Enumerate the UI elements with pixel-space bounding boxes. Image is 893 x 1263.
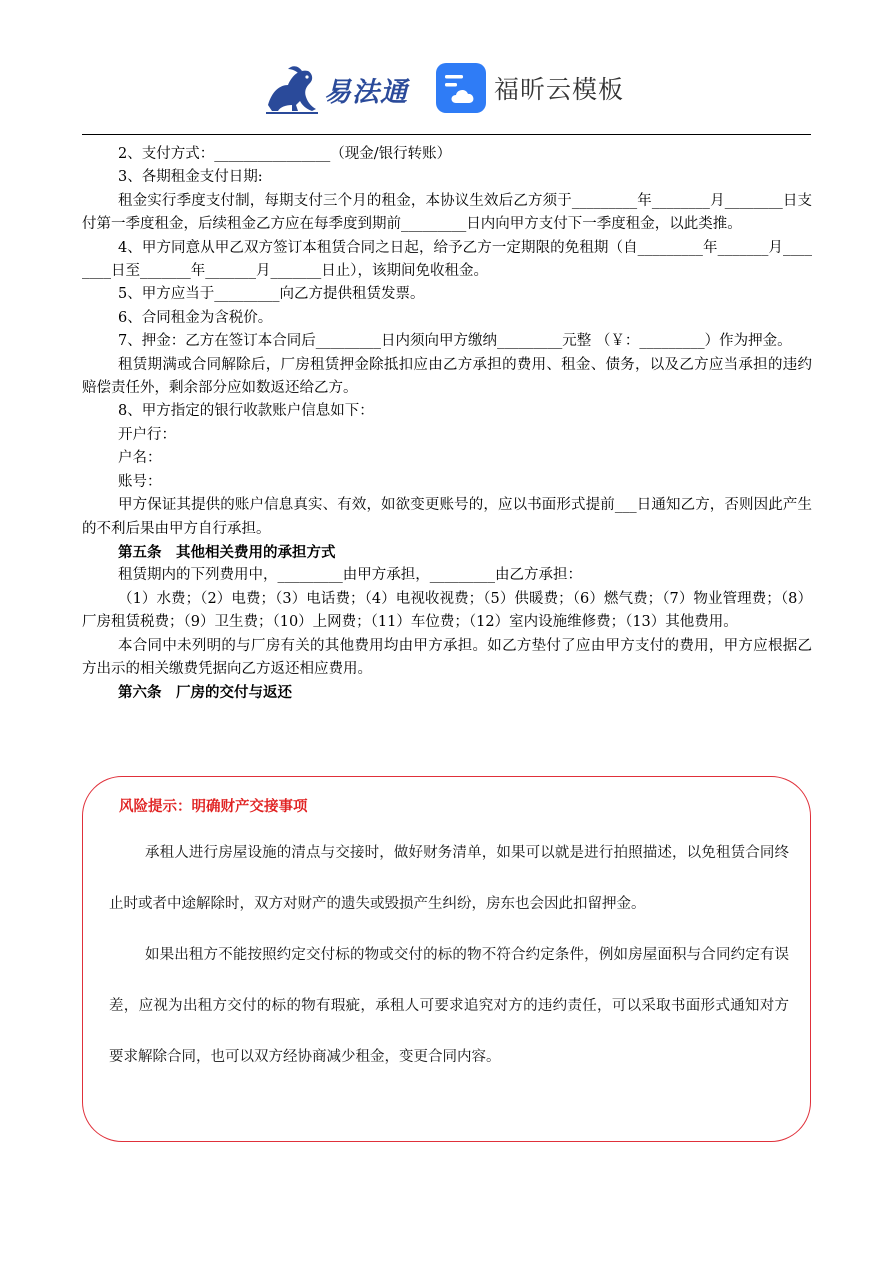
- contract-paragraph: 4、甲方同意从甲乙双方签订本租赁合同之日起，给予乙方一定期限的免租期（自_________年_______月________日至_______年_______月_______日止），该期间免收租金。: [82, 239, 812, 280]
- contract-paragraph: 7、押金：乙方在签订本合同后_________日内须向甲方缴纳_________元整 （￥：_________）作为押金。: [118, 333, 792, 350]
- yifatong-logo: [262, 61, 408, 117]
- risk-tip-paragraph: 如果出租方不能按照约定交付标的物或交付的标的物不符合约定条件，例如房屋面积与合同约定有误差，应视为出租方交付的标的物有瑕疵，承租人可要求追究对方的违约责任，可以采取书面形式通知对方要求解除合同，也可以双方经协商减少租金，变更合同内容。: [109, 947, 789, 1065]
- contract-paragraph: 甲方保证其提供的账户信息真实、有效，如欲变更账号的，应以书面形式提前___日通知乙方，否则因此产生的不利后果由甲方自行承担。: [82, 497, 812, 537]
- horse-emblem-icon: [262, 61, 322, 117]
- contract-body: [82, 143, 812, 705]
- contract-paragraph: 6、合同租金为含税价。: [118, 309, 273, 326]
- contract-paragraph: 账号：: [118, 473, 162, 490]
- page-header: [0, 55, 893, 125]
- fuxin-logo: [436, 63, 624, 113]
- contract-paragraph: （1）水费；（2）电费；（3）电话费；（4）电视收视费；（5）供暖费；（6）燃气费；（7）物业管理费；（8）厂房租赁税费；（9）卫生费；（10）上网费；（11）车位费；（12）室内设施维修费；（13）其他费用。: [82, 590, 812, 631]
- risk-tip-box: [82, 776, 811, 1142]
- section-heading: 第五条 其他相关费用的承担方式: [118, 543, 336, 561]
- contract-paragraph: 开户行：: [118, 426, 176, 443]
- contract-paragraph: 8、甲方指定的银行收款账户信息如下：: [118, 403, 374, 420]
- brand1-text: 易法通: [324, 76, 408, 108]
- contract-paragraph: 租赁期满或合同解除后，厂房租赁押金除抵扣应由乙方承担的费用、租金、债务，以及乙方应当承担的违约赔偿责任外，剩余部分应如数返还给乙方。: [82, 356, 812, 397]
- contract-paragraph: 户名：: [118, 450, 162, 467]
- contract-paragraph: 3、各期租金支付日期:: [118, 169, 263, 186]
- contract-paragraph: 租赁期内的下列费用中，_________由甲方承担，_________由乙方承担：: [118, 567, 582, 584]
- contract-paragraph: 2、支付方式：________________（现金/银行转账）: [118, 146, 452, 162]
- risk-tip-body: [109, 828, 789, 1083]
- risk-tip-title: 风险提示：明确财产交接事项: [119, 799, 308, 815]
- brand2-text: 福昕云模板: [494, 75, 625, 104]
- contract-paragraph: 5、甲方应当于_________向乙方提供租赁发票。: [118, 286, 425, 303]
- contract-paragraph: 本合同中未列明的与厂房有关的其他费用均由甲方承担。如乙方垫付了应由甲方支付的费用，甲方应根据乙方出示的相关缴费凭据向乙方返还相应费用。: [82, 637, 812, 677]
- contract-paragraph: 租金实行季度支付制，每期支付三个月的租金，本协议生效后乙方须于_________年________月________日支付第一季度租金，后续租金乙方应在每季度到期前_________日内向甲方支付下一季度租金，以此类推。: [82, 192, 812, 233]
- section-heading: 第六条 厂房的交付与返还: [118, 684, 292, 702]
- document-cloud-icon: [436, 63, 486, 113]
- header-divider: [82, 134, 811, 135]
- risk-tip-paragraph: 承租人进行房屋设施的清点与交接时，做好财务清单，如果可以就是进行拍照描述，以免租赁合同终止时或者中途解除时，双方对财产的遗失或毁损产生纠纷，房东也会因此扣留押金。: [109, 845, 789, 912]
